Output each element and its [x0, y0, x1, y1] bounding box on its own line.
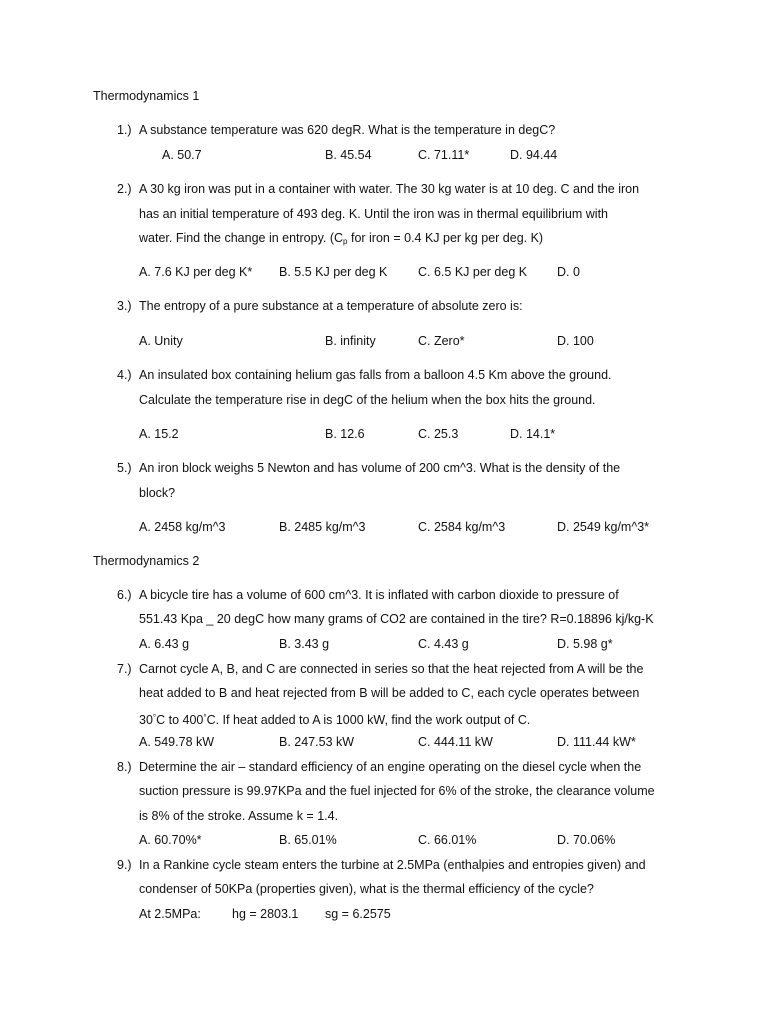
q6-option-d: D. 5.98 g*: [557, 637, 613, 651]
question-number-5: 5.): [117, 461, 132, 475]
q9-hg-value: hg = 2803.1: [232, 907, 299, 921]
question-8-text-line-1: Determine the air – standard efficiency of an engine operating on the diesel cycle when the: [139, 760, 642, 774]
q3-option-c: C. Zero*: [418, 334, 465, 348]
question-number-2: 2.): [117, 182, 132, 196]
q3-option-d: D. 100: [557, 334, 594, 348]
question-7-text-line-3: 30°C to 400°C. If heat added to A is 1000 kW, find the work output of C.: [139, 713, 531, 727]
question-number-1: 1.): [117, 123, 132, 137]
question-number-3: 3.): [117, 299, 132, 313]
q1-option-d: D. 94.44: [510, 148, 558, 162]
q7-option-c: C. 444.11 kW: [418, 735, 493, 749]
q4-option-b: B. 12.6: [325, 427, 365, 441]
q2-option-b: B. 5.5 KJ per deg K: [279, 265, 388, 279]
question-6-text-line-1: A bicycle tire has a volume of 600 cm^3. It is inflated with carbon dioxide to pressure of: [139, 588, 619, 602]
question-number-7: 7.): [117, 662, 132, 676]
question-7-text-line-2: heat added to B and heat rejected from B will be added to C, each cycle operates between: [139, 686, 640, 700]
question-8-text-line-2: suction pressure is 99.97KPa and the fuel injected for 6% of the stroke, the clearance volume: [139, 784, 655, 798]
question-5-text-line-1: An iron block weighs 5 Newton and has volume of 200 cm^3. What is the density of the: [139, 461, 621, 475]
q6-option-c: C. 4.43 g: [418, 637, 469, 651]
q8-option-c: C. 66.01%: [418, 833, 477, 847]
q2-option-d: D. 0: [557, 265, 580, 279]
q4-option-a: A. 15.2: [139, 427, 179, 441]
question-2-text-line-1: A 30 kg iron was put in a container with water. The 30 kg water is at 10 deg. C and the iron: [139, 182, 640, 196]
q1-option-c: C. 71.11*: [418, 148, 470, 162]
q8-option-b: B. 65.01%: [279, 833, 337, 847]
question-4-text-line-2: Calculate the temperature rise in degC of the helium when the box hits the ground.: [139, 393, 596, 407]
q7-option-a: A. 549.78 kW: [139, 735, 215, 749]
q9-sg-value: sg = 6.2575: [325, 907, 391, 921]
q8-option-a: A. 60.70%*: [139, 833, 202, 847]
question-5-text-line-2: block?: [139, 486, 176, 500]
question-2-text-line-2: has an initial temperature of 493 deg. K. Until the iron was in thermal equilibrium with: [139, 207, 608, 221]
q1-option-a: A. 50.7: [162, 148, 202, 162]
question-4-text-line-1: An insulated box containing helium gas falls from a balloon 4.5 Km above the ground.: [139, 368, 612, 382]
question-9-text-line-1: In a Rankine cycle steam enters the turbine at 2.5MPa (enthalpies and entropies given) and: [139, 858, 646, 872]
q3-option-a: A. Unity: [139, 334, 183, 348]
question-number-4: 4.): [117, 368, 132, 382]
q5-option-d: D. 2549 kg/m^3*: [557, 520, 650, 534]
section-heading-thermodynamics-2: Thermodynamics 2: [93, 554, 200, 568]
question-8-text-line-3: is 8% of the stroke. Assume k = 1.4.: [139, 809, 339, 823]
question-9-text-line-2: condenser of 50KPa (properties given), what is the thermal efficiency of the cycle?: [139, 882, 594, 896]
question-number-8: 8.): [117, 760, 132, 774]
q3-option-b: B. infinity: [325, 334, 376, 348]
q4-option-d: D. 14.1*: [510, 427, 556, 441]
question-number-6: 6.): [117, 588, 132, 602]
q7-option-b: B. 247.53 kW: [279, 735, 355, 749]
q2-option-c: C. 6.5 KJ per deg K: [418, 265, 528, 279]
q2-option-a: A. 7.6 KJ per deg K*: [139, 265, 253, 279]
question-3-text: The entropy of a pure substance at a temperature of absolute zero is:: [139, 299, 523, 313]
question-number-9: 9.): [117, 858, 132, 872]
q6-option-a: A. 6.43 g: [139, 637, 190, 651]
question-7-text-line-1: Carnot cycle A, B, and C are connected in series so that the heat rejected from A will be the: [139, 662, 644, 676]
q7-option-d: D. 111.44 kW*: [557, 735, 636, 749]
question-1-text: A substance temperature was 620 degR. What is the temperature in degC?: [139, 123, 556, 137]
q5-option-c: C. 2584 kg/m^3: [418, 520, 506, 534]
q4-option-c: C. 25.3: [418, 427, 459, 441]
q5-option-b: B. 2485 kg/m^3: [279, 520, 366, 534]
q9-data-label: At 2.5MPa:: [139, 907, 201, 921]
q5-option-a: A. 2458 kg/m^3: [139, 520, 226, 534]
q1-option-b: B. 45.54: [325, 148, 372, 162]
section-heading-thermodynamics-1: Thermodynamics 1: [93, 89, 200, 103]
q6-option-b: B. 3.43 g: [279, 637, 330, 651]
question-6-text-line-2: 551.43 Kpa _ 20 degC how many grams of CO2 are contained in the tire? R=0.18896 kj/kg-K: [139, 612, 654, 626]
q8-option-d: D. 70.06%: [557, 833, 616, 847]
question-2-text-line-3: water. Find the change in entropy. ($C_p$ for iron = 0.4 KJ per kg per deg. K): [139, 231, 544, 246]
